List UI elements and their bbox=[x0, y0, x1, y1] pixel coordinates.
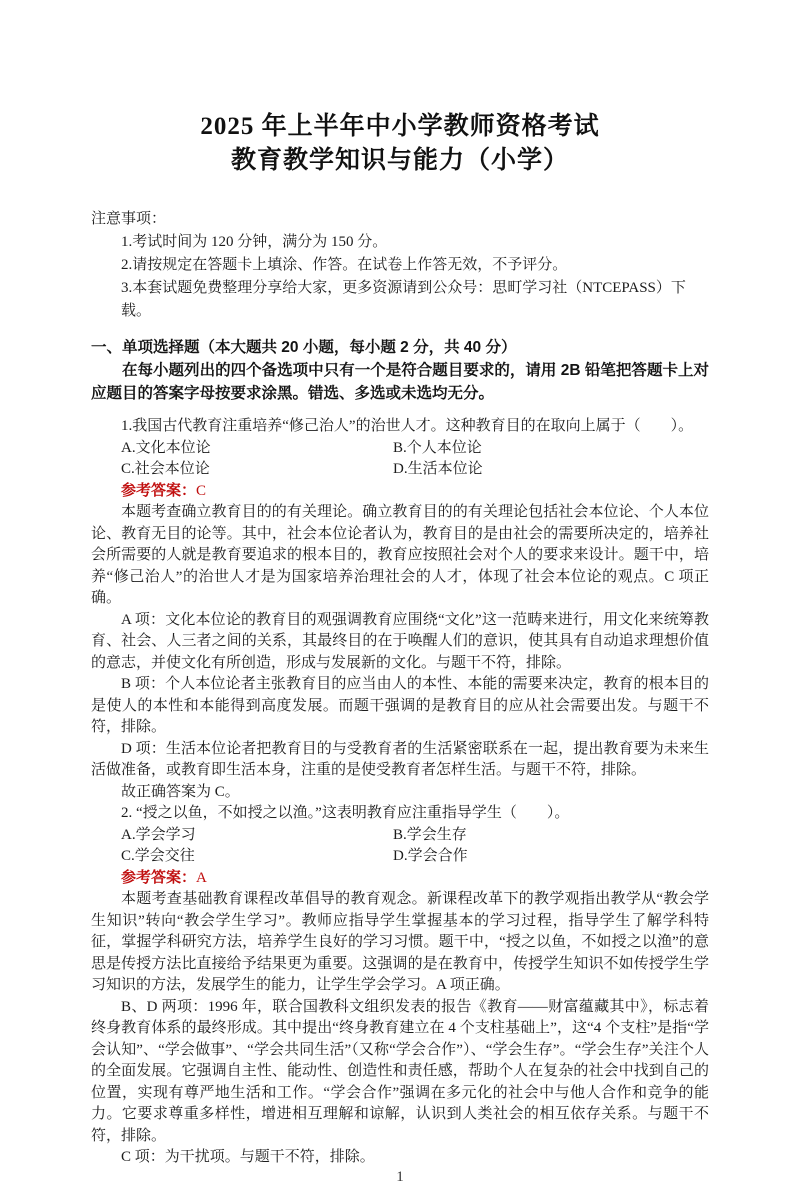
question-2-answer-value: A bbox=[196, 869, 207, 886]
question-1-analysis-4: D 项：生活本位论者把教育目的与受教育者的生活紧密联系在一起，提出教育要为未来生活做准备，或教育即生活本身，注重的是使受教育者怎样生活。与题干不符，排除。 bbox=[91, 740, 709, 778]
question-2-analysis-2: B、D 两项：1996 年，联合国教科文组织发表的报告《教育——财富蕴藏其中》，标志着终身教育体系的最终形成。其中提出“终身教育建立在 4 个支柱基础上”，这“4 个支柱”是指“学会认知”、“学会做事”、“学会共同生活”（又称“学会合作”）、“学会生存”。“学会生存”关注个人的全面发展。它强调自主性、能动性、创造性和责任感，帮助个人在复杂的社会中找到自己的位置，实现有尊严地生活和工作。“学会合作”强调在多元化的社会中与他人合作和竞争的能力。它要求尊重多样性，增进相互理解和谅解，认识到人类社会的相互依存关系。与题干不符，排除。 bbox=[91, 998, 709, 1144]
notice-item-2: 2.请按规定在答题卡上填涂、作答。在试卷上作答无效，不予评分。 bbox=[121, 257, 568, 273]
question-1-analysis-1: 本题考查确立教育目的的有关理论。确立教育目的的有关理论包括社会本位论、个人本位论、教育无目的论等。其中，社会本位论者认为，教育目的是由社会的需要所决定的，培养社会所需要的人就是教育要追求的根本目的，教育应按照社会对个人的要求来设计。题干中，培养“修己治人”的治世人才是为国家培养治理社会的人才，体现了社会本位论的观点。C 项正确。 bbox=[91, 504, 709, 606]
question-2-option-b: B.学会生存 bbox=[393, 826, 467, 843]
question-1-options bbox=[91, 438, 709, 481]
question-1-option-a: A.文化本位论 bbox=[121, 439, 211, 456]
section-one-intro: 在每小题列出的四个备选项中只有一个是符合题目要求的，请用 2B 铅笔把答题卡上对应题目的答案字母按要求涂黑。错选、多选或未选均无分。 bbox=[91, 362, 709, 402]
question-2-stem: 2. “授之以鱼，不如授之以渔。”这表明教育应注重指导学生（ ）。 bbox=[121, 805, 570, 821]
exam-title-line2: 教育教学知识与能力（小学） bbox=[230, 147, 569, 174]
section-one bbox=[91, 323, 709, 405]
question-1-option-d: D.生活本位论 bbox=[393, 461, 483, 477]
page-number: 1 bbox=[396, 1168, 404, 1185]
question-2-answer-line bbox=[91, 868, 709, 890]
question-1-answer-label: 参考答案： bbox=[121, 482, 197, 499]
question-1 bbox=[91, 416, 709, 803]
question-2-option-a: A.学会学习 bbox=[121, 826, 196, 843]
notice-item-1: 1.考试时间为 120 分钟，满分为 150 分。 bbox=[121, 234, 388, 250]
question-1-stem: 1.我国古代教育注重培养“修己治人”的治世人才。这种教育目的在取向上属于（ ）。 bbox=[121, 418, 694, 434]
section-one-heading: 一、单项选择题（本大题共 20 小题，每小题 2 分，共 40 分） bbox=[91, 339, 517, 356]
question-1-analysis-3: B 项：个人本位论者主张教育目的应当由人的本性、本能的需要来决定，教育的根本目的是使人的本性和本能得到高度发展。而题干强调的是教育目的应从社会需要出发。与题干不符，排除。 bbox=[91, 676, 709, 735]
notice-item-3: 3.本套试题免费整理分享给大家，更多资源请到公众号：思町学习社（NTCEPASS）下载。 bbox=[121, 280, 686, 319]
question-2-option-c: C.学会交往 bbox=[121, 848, 195, 864]
notice-section bbox=[91, 208, 709, 323]
question-2-option-d: D.学会合作 bbox=[393, 848, 468, 864]
question-2-options bbox=[91, 825, 709, 868]
question-1-option-b: B.个人本位论 bbox=[393, 439, 482, 456]
question-1-option-c: C.社会本位论 bbox=[121, 461, 210, 477]
question-1-answer-line bbox=[91, 481, 709, 503]
question-1-analysis-2: A 项：文化本位论的教育目的观强调教育应围绕“文化”这一范畴来进行，用文化来统筹教育、社会、人三者之间的关系，其最终目的在于唤醒人们的意识，使其具有自动追求理想价值的意志，并使文化有所创造，形成与发展新的文化。与题干不符，排除。 bbox=[91, 611, 709, 671]
notice-heading: 注意事项： bbox=[91, 211, 167, 227]
question-2-analysis-1: 本题考查基础教育课程改革倡导的教育观念。新课程改革下的教学观指出教学从“教会学生知识”转向“教会学生学习”。教师应指导学生掌握基本的学习过程，指导学生了解学科特征，掌握学科研究方法，培养学生良好的学习习惯。题干中，“授之以鱼，不如授之以渔”的意思是传授方法比直接给予结果更为重要。这强调的是在教育中，传授学生知识不如传授学生学习知识的方法，发展学生的能力，让学生学会学习。A 项正确。 bbox=[91, 891, 709, 993]
question-1-conclusion: 故正确答案为 C。 bbox=[121, 783, 240, 800]
exam-title-line1: 2025 年上半年中小学教师资格考试 bbox=[200, 113, 600, 140]
question-2-analysis-3: C 项：为干扰项。与题干不符，排除。 bbox=[121, 1149, 375, 1165]
question-2 bbox=[91, 803, 709, 1169]
question-1-answer-value: C bbox=[196, 482, 207, 499]
question-2-answer-label: 参考答案： bbox=[121, 869, 197, 886]
